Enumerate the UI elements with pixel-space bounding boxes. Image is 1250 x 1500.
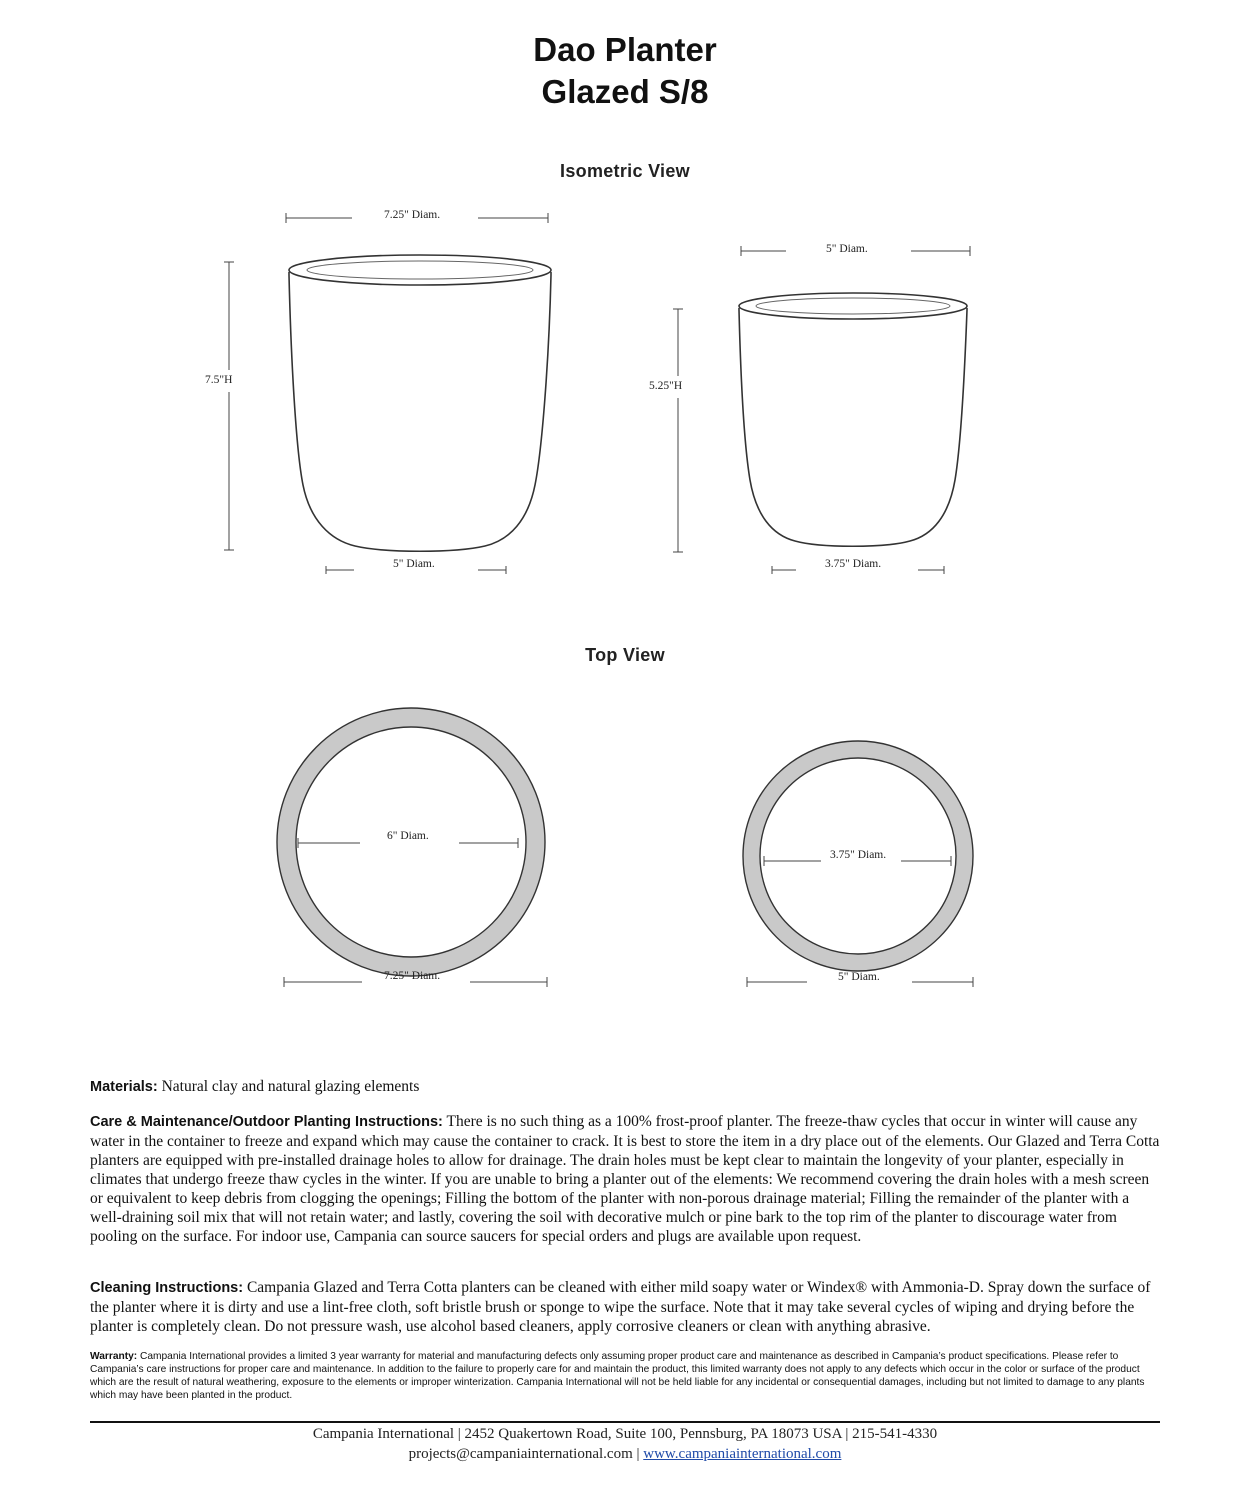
top-view-heading: Top View	[585, 645, 665, 665]
small-inner-diameter-label: 3.75" Diam.	[830, 849, 887, 861]
small-height-label: 5.25"H	[649, 380, 683, 392]
cleaning-paragraph	[90, 1278, 1162, 1336]
care-label: Care & Maintenance/Outdoor Planting Instructions:	[90, 1114, 443, 1130]
materials-paragraph	[90, 1077, 1162, 1097]
large-top-diameter-label: 7.25" Diam.	[384, 209, 441, 221]
large-planter-isometric	[289, 255, 551, 551]
large-planter-top-view	[277, 708, 545, 976]
small-outer-diameter-label: 5" Diam.	[838, 971, 880, 983]
materials-label: Materials:	[90, 1079, 158, 1095]
isometric-view-heading: Isometric View	[560, 161, 690, 181]
page-subtitle: Glazed S/8	[541, 73, 709, 110]
footer-website-link[interactable]: www.campaniainternational.com	[643, 1446, 842, 1462]
cleaning-label: Cleaning Instructions:	[90, 1280, 244, 1296]
large-height-label: 7.5"H	[205, 374, 233, 386]
small-top-diameter-label: 5" Diam.	[826, 243, 868, 255]
footer-divider	[90, 1421, 1160, 1423]
large-outer-diameter-label: 7.25" Diam.	[384, 970, 441, 982]
materials-text: Natural clay and natural glazing elements	[157, 1078, 420, 1095]
care-paragraph	[90, 1112, 1162, 1246]
large-iso-dimensions	[224, 213, 548, 574]
footer-separator: |	[632, 1446, 644, 1462]
cleaning-text: Campania Glazed and Terra Cotta planters can be cleaned with either mild soapy water or Windex® with Ammonia-D. Spray down the surface of the planter where it is dirty and use a lint-free cloth, soft bristle brush or sponge to wipe the surface. Note that it may take several cycles of wiping and drying before the planter is completely clean. Do not pressure wash, use alcohol based cleaners, apply corrosive cleaners or clean with anything abrasive.	[90, 1279, 1151, 1335]
warranty-paragraph	[90, 1350, 1162, 1402]
small-bottom-diameter-label: 3.75" Diam.	[825, 558, 882, 570]
care-text: There is no such thing as a 100% frost-proof planter. The freeze-thaw cycles that occur in winter will cause any water in the container to freeze and expand which may cause the container to crack. It is best to store the item in a dry place out of the elements. Our Glazed and Terra Cotta planters are equipped with pre-installed drainage holes to allow for drainage. The drain holes must be kept clear to maintain the longevity of your planter, especially in climates that undergo freeze thaw cycles in the winter. If you are unable to bring a planter out of the elements: We recommend covering the drain holes with a mesh screen or equivalent to keep debris from clogging the openings; Filling the bottom of the planter with non-porous drainage material; Filling the remainder of the planter with a well-draining soil mix that will not retain water; and lastly, covering the soil with decorative mulch or pine bark to the top rim of the planter to discourage water from pooling on the surface. For indoor use, Campania can source saucers for special orders and plugs are available upon request.	[90, 1113, 1160, 1245]
footer-email[interactable]: projects@campaniainternational.com	[408, 1446, 633, 1462]
large-inner-diameter-label: 6" Diam.	[387, 830, 429, 842]
footer-address: Campania International | 2452 Quakertown Road, Suite 100, Pennsburg, PA 18073 USA | 215-541-4330	[312, 1426, 938, 1442]
large-bottom-diameter-label: 5" Diam.	[393, 558, 435, 570]
warranty-label: Warranty:	[90, 1351, 138, 1362]
page-title: Dao Planter	[533, 31, 717, 68]
warranty-text: Campania International provides a limited 3 year warranty for material and manufacturing defects only assuming proper product care and maintenance as described in Campania’s product specifications. Please refer to Campania’s care instructions for proper care and maintenance. In addition to the failure to properly care for and maintain the product, this limited warranty does not apply to any defects which occur in the color or surface of the product which are the result of natural weathering, exposure to the elements or improper winterization. Campania International will not be held liable for any incidental or consequential damages, including but not limited to damage to any plants which may have been planted in the product.	[90, 1351, 1145, 1401]
small-planter-isometric	[739, 293, 967, 546]
footer-contact	[0, 1446, 1250, 1463]
